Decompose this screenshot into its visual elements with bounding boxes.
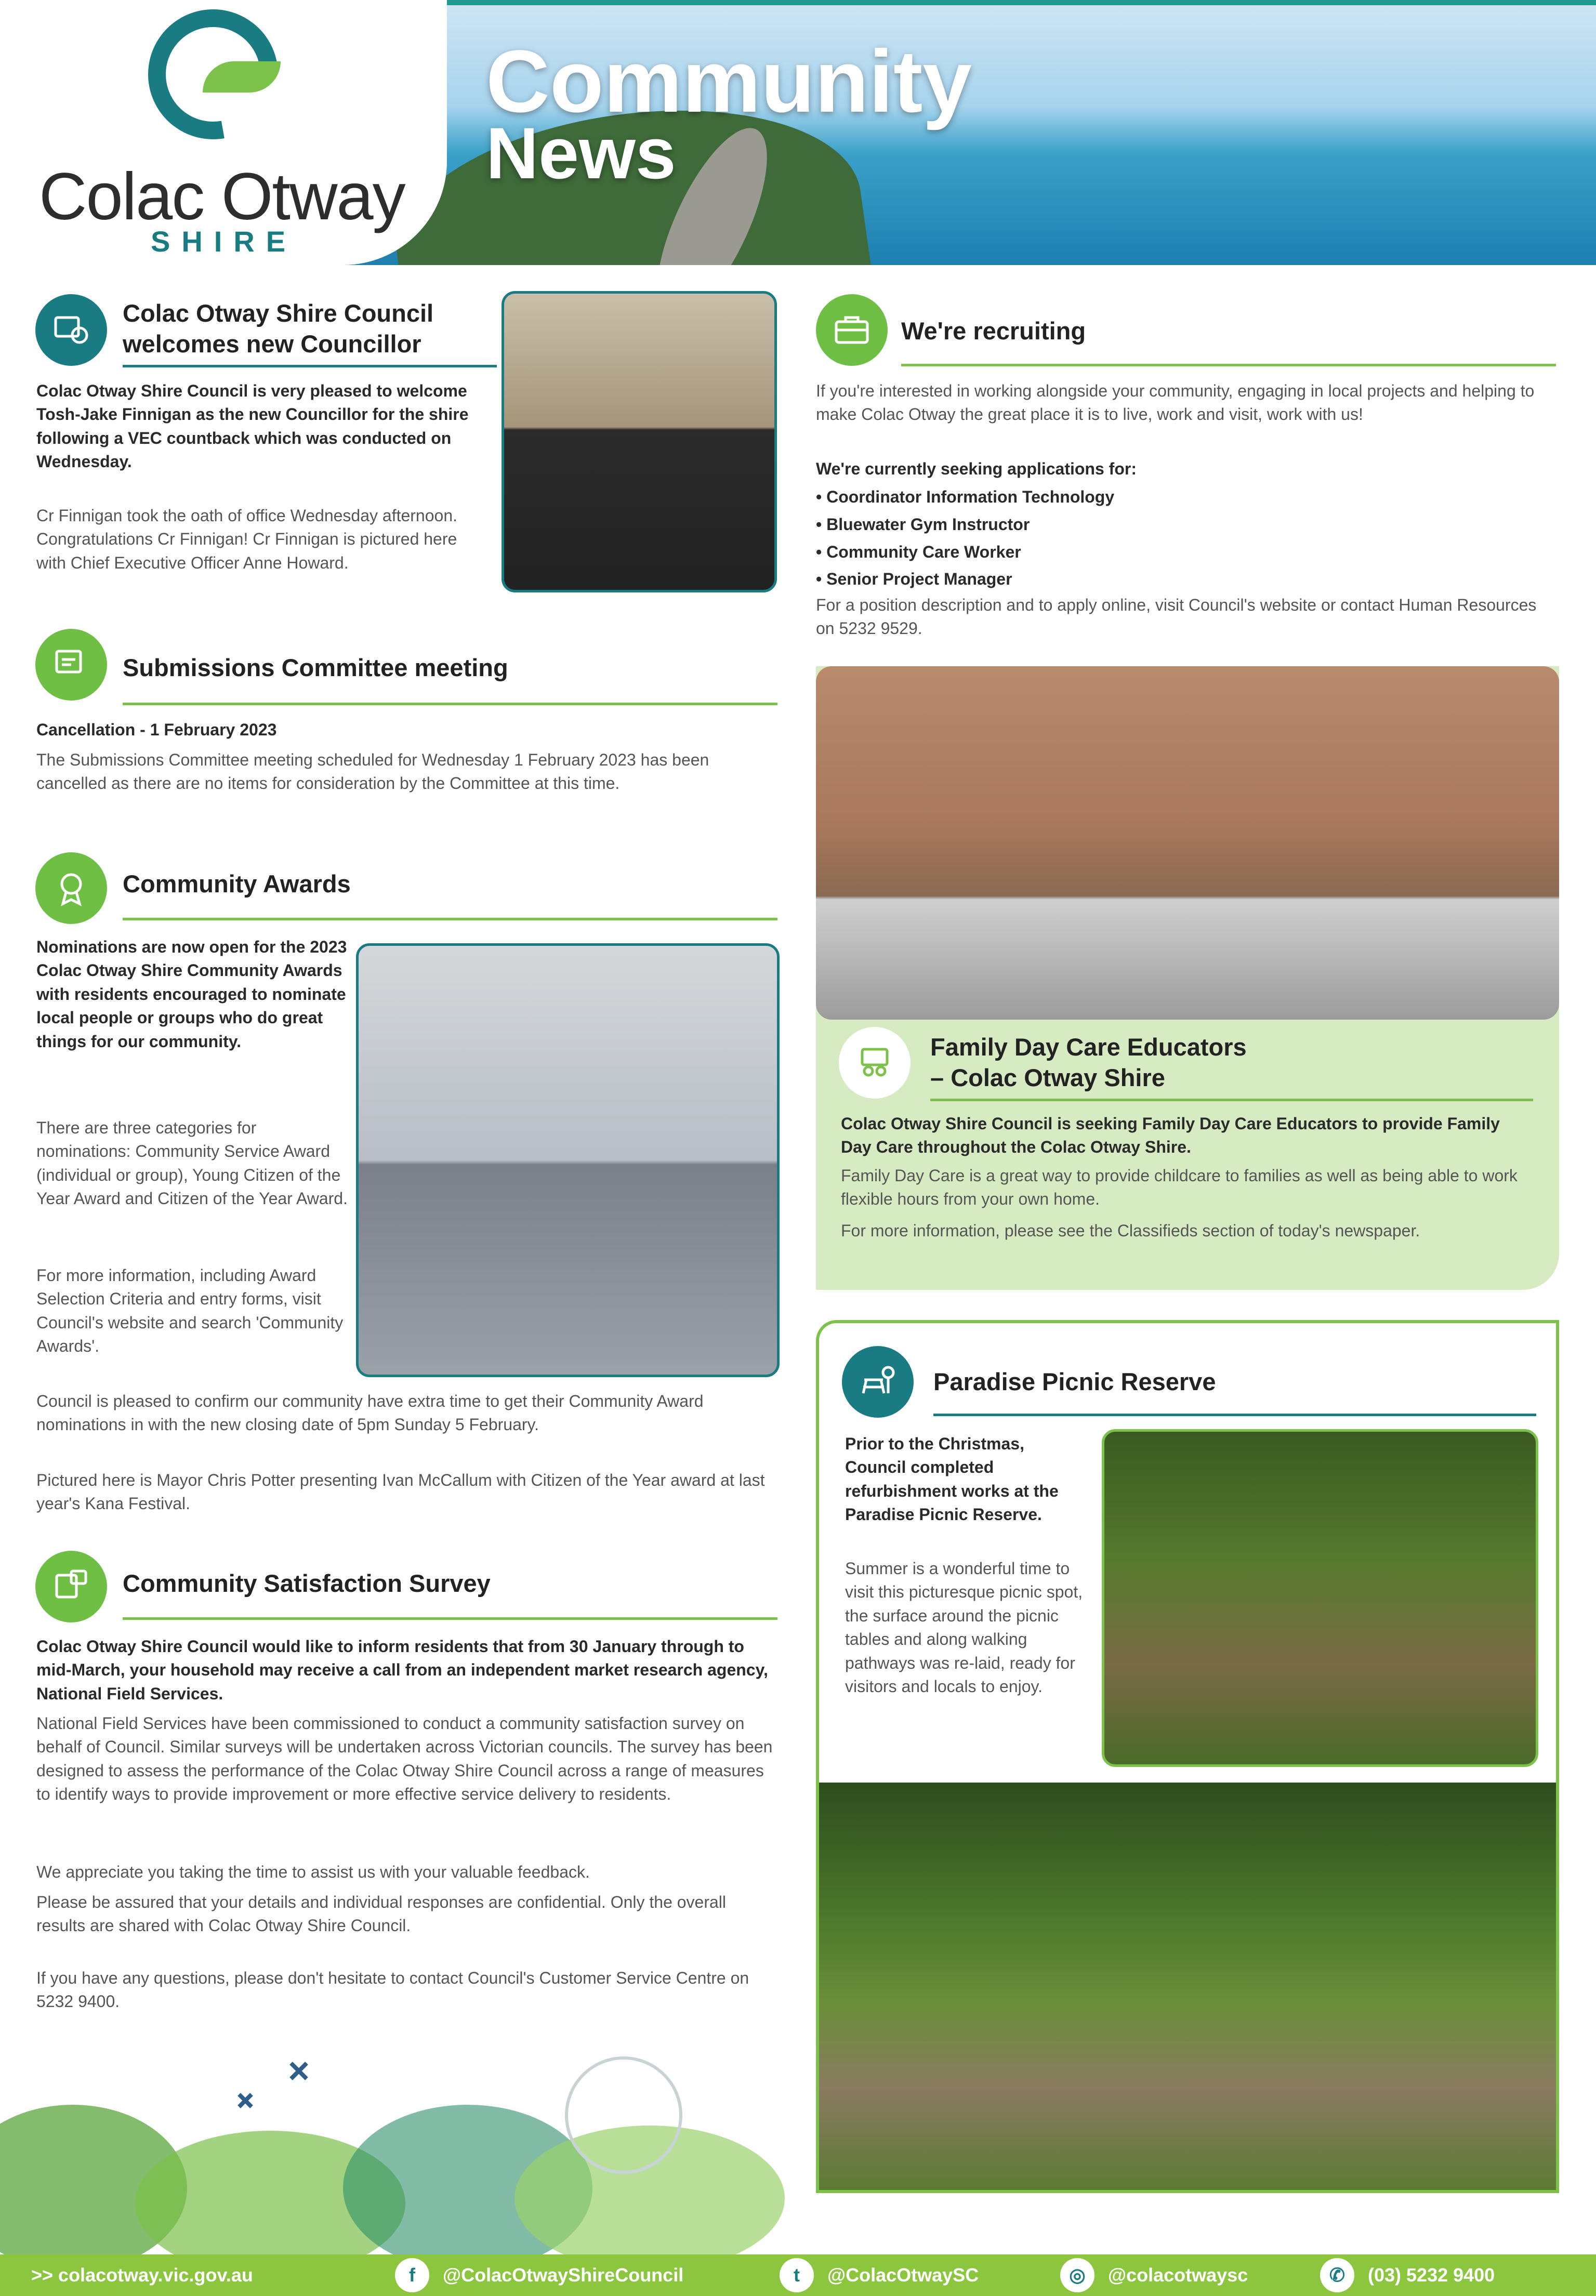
family-title-line2: – Colac Otway Shire xyxy=(930,1063,1165,1091)
survey-body4: If you have any questions, please don't hesitate to contact Council's Customer Service Centre on 5232 9400. xyxy=(36,1969,749,2011)
phone-icon: ✆ xyxy=(1320,2258,1354,2292)
family-body2: For more information, please see the Classifieds section of today's newspaper. xyxy=(841,1221,1420,1240)
submissions-rule xyxy=(123,703,777,705)
councillor-icon xyxy=(35,294,107,366)
councillor-rule xyxy=(123,365,497,367)
family-photo xyxy=(816,666,1559,1020)
brand-name: Colac Otway xyxy=(39,160,405,234)
survey-lead: Colac Otway Shire Council would like to inform residents that from 30 January through to mid-March, your household may receive a call from an independent market research agency, National Field Services. xyxy=(36,1637,768,1703)
picnic-table-icon xyxy=(842,1346,914,1418)
brand-sub: SHIRE xyxy=(151,225,297,258)
survey-body1: National Field Services have been commissioned to conduct a community satisfaction survey on behalf of Council. Similar surveys will be undertaken across Victorian councils. The survey has been designed to assess the performance of the Colac Otway Shire Council across a range of measures to identify ways to provide improvement or more effective service delivery to residents. xyxy=(36,1714,773,1804)
childcare-icon xyxy=(839,1027,911,1099)
awards-body2: For more information, including Award Selection Criteria and entry forms, visit Council's website and search 'Community Awards'. xyxy=(36,1266,344,1356)
position-item: • Coordinator Information Technology xyxy=(816,483,1554,511)
awards-lead: Nominations are now open for the 2023 Colac Otway Shire Community Awards with residents encouraged to nominate local people or groups who do great things for our community. xyxy=(36,938,347,1051)
councillor-lead: Colac Otway Shire Council is very pleased to welcome Tosh-Jake Finnigan as the new Councillor for the shire following a VEC countback which was conducted on Wednesday. xyxy=(36,381,469,471)
family-rule xyxy=(930,1099,1533,1101)
recruiting-outro: For a position description and to apply online, visit Council's website or contact Human Resources on 5232 9529. xyxy=(816,596,1537,638)
councillor-title-line2: welcomes new Councillor xyxy=(123,329,421,358)
councillor-photo xyxy=(502,291,777,592)
footer-phone[interactable] xyxy=(1320,2254,1495,2296)
recruiting-title: We're recruiting xyxy=(901,317,1086,345)
instagram-icon: ◎ xyxy=(1060,2258,1094,2292)
facebook-handle[interactable]: @ColacOtwayShireCouncil xyxy=(443,2264,684,2286)
councillor-title-line1: Colac Otway Shire Council xyxy=(123,299,434,327)
facebook-icon: f xyxy=(395,2258,429,2292)
paradise-body: Summer is a wonderful time to visit this picturesque picnic spot, the surface around the picnic tables and along walking pathways was re-laid, ready for visitors and locals to enjoy. xyxy=(845,1559,1083,1696)
position-item: • Bluewater Gym Instructor xyxy=(816,511,1554,538)
briefcase-icon xyxy=(816,294,888,366)
submissions-icon xyxy=(35,629,107,701)
phone-number[interactable]: (03) 5232 9400 xyxy=(1368,2264,1495,2286)
awards-photo xyxy=(356,943,780,1377)
position-item: • Community Care Worker xyxy=(816,538,1554,566)
footer-twitter[interactable] xyxy=(780,2254,979,2296)
paradise-title: Paradise Picnic Reserve xyxy=(933,1368,1216,1395)
footer-facebook[interactable] xyxy=(395,2254,683,2296)
recruiting-rule xyxy=(901,364,1556,366)
positions-list xyxy=(816,483,1554,593)
twitter-handle[interactable]: @ColacOtwaySC xyxy=(827,2264,979,2286)
footer-instagram[interactable] xyxy=(1060,2254,1248,2296)
survey-title: Community Satisfaction Survey xyxy=(123,1569,491,1597)
submissions-title: Submissions Committee meeting xyxy=(123,654,508,681)
awards-rule xyxy=(123,918,777,920)
awards-body1: There are three categories for nominations: Community Service Award (individual or group), Young Citizen of the Year Award and Citizen of the Year Award. xyxy=(36,1118,348,1208)
family-body1: Family Day Care is a great way to provide childcare to families as well as being able to work flexible hours from your own home. xyxy=(841,1166,1518,1209)
paradise-lead: Prior to the Christmas, Council completed refurbishment works at the Paradise Picnic Reserve. xyxy=(845,1434,1059,1524)
survey-icon xyxy=(35,1551,107,1622)
position-item: • Senior Project Manager xyxy=(816,565,1554,593)
page-title-line1: Community xyxy=(486,32,972,131)
submissions-subhead: Cancellation - 1 February 2023 xyxy=(36,720,277,739)
family-title xyxy=(930,1032,1528,1093)
instagram-handle[interactable]: @colacotwaysc xyxy=(1108,2264,1248,2286)
family-lead: Colac Otway Shire Council is seeking Family Day Care Educators to provide Family Day Care throughout the Colac Otway Shire. xyxy=(841,1114,1500,1157)
awards-title: Community Awards xyxy=(123,870,351,898)
councillor-title xyxy=(123,298,497,360)
picnic-path-photo xyxy=(1102,1429,1538,1767)
survey-body3: Please be assured that your details and individual responses are confidential. Only the overall results are shared with Colac Otway Shire Council. xyxy=(36,1893,727,1935)
family-title-line1: Family Day Care Educators xyxy=(930,1033,1247,1061)
submissions-body: The Submissions Committee meeting scheduled for Wednesday 1 February 2023 has been cancelled as there are no items for consideration by the Committee at this time. xyxy=(36,750,709,793)
awards-body3: Council is pleased to confirm our community have extra time to get their Community Award nominations in with the new closing date of 5pm Sunday 5 February. xyxy=(36,1392,704,1434)
paradise-rule xyxy=(933,1414,1536,1416)
survey-rule xyxy=(123,1617,777,1620)
footer-website[interactable] xyxy=(31,2254,253,2296)
awards-body4: Pictured here is Mayor Chris Potter presenting Ivan McCallum with Citizen of the Year award at last year's Kana Festival. xyxy=(36,1471,765,1513)
awards-ribbon-icon xyxy=(35,852,107,924)
fern-walkway-photo xyxy=(819,1783,1556,2190)
recruiting-intro: If you're interested in working alongside your community, engaging in local projects and helping to make Colac Otway the great place it is to live, work and visit, work with us! xyxy=(816,381,1535,424)
website-link[interactable]: >> colacotway.vic.gov.au xyxy=(31,2264,253,2286)
foliage-decoration xyxy=(0,2032,816,2261)
twitter-icon: t xyxy=(780,2258,814,2292)
councillor-body: Cr Finnigan took the oath of office Wednesday afternoon. Congratulations Cr Finnigan! Cr Finnigan is pictured here with Chief Executive Officer Anne Howard. xyxy=(36,506,457,572)
survey-body2: We appreciate you taking the time to assist us with your valuable feedback. xyxy=(36,1863,590,1881)
recruiting-seeking: We're currently seeking applications for: xyxy=(816,459,1137,478)
page-title-line2: News xyxy=(486,112,676,194)
